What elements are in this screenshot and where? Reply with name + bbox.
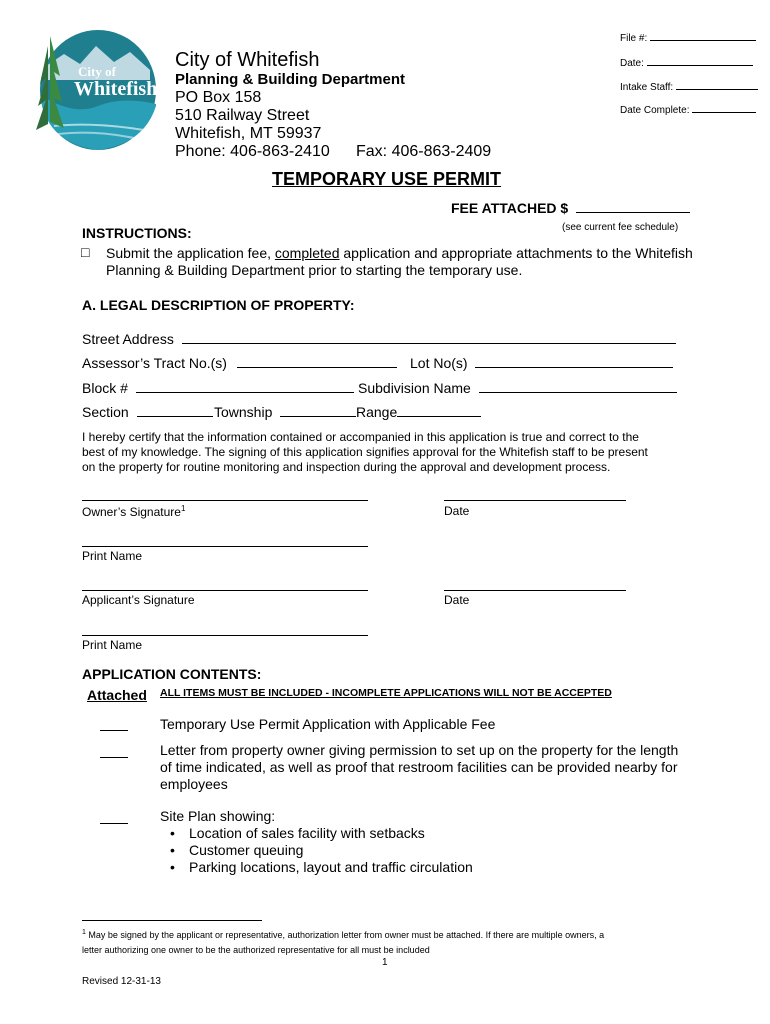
list-item: Customer queuing — [189, 842, 304, 858]
certify-line-2: best of my knowledge. The signing of this application signifies approval for the Whitefish staff to be present — [82, 445, 648, 459]
bullet-marker: • — [170, 859, 175, 875]
owner-date-label: Date — [444, 504, 470, 518]
owner-print-name-label: Print Name — [82, 549, 143, 563]
date-complete-label: Date Complete: — [620, 105, 690, 116]
street-address-label: Street Address — [82, 331, 174, 347]
applicant-print-name-label: Print Name — [82, 638, 143, 652]
subdivision-field[interactable] — [358, 380, 677, 396]
fee-attached-label: FEE ATTACHED $ — [451, 200, 569, 216]
item3-checkline[interactable] — [100, 823, 128, 824]
logo-text-whitefish: Whitefish — [74, 78, 158, 100]
date-field[interactable] — [620, 58, 753, 69]
item1-text: Temporary Use Permit Application with Applicable Fee — [160, 716, 496, 732]
street-address: 510 Railway Street — [175, 107, 310, 124]
subdivision-label: Subdivision Name — [358, 380, 471, 396]
owner-signature-label — [82, 504, 185, 519]
assessor-tract-field[interactable] — [82, 355, 397, 371]
instructions-text-underlined: completed — [274, 245, 340, 261]
list-item: Location of sales facility with setbacks — [189, 825, 425, 841]
instructions-text-post: application and appropriate attachments to the Whitefish — [339, 245, 693, 261]
footnote-number: 1 — [82, 929, 86, 936]
block-field[interactable] — [82, 380, 354, 396]
applicant-signature-label: Applicant’s Signature — [82, 593, 195, 607]
footnote-line-1 — [82, 929, 604, 940]
logo-text-city-of: City of — [78, 64, 116, 79]
instructions-text-pre: Submit the application fee, — [106, 245, 275, 261]
section-a-heading: A. LEGAL DESCRIPTION OF PROPERTY: — [82, 297, 355, 313]
item2-checkline[interactable] — [100, 757, 128, 758]
assessor-tract-label: Assessor’s Tract No.(s) — [82, 355, 227, 371]
bullet-marker: • — [170, 842, 175, 858]
contents-warning: ALL ITEMS MUST BE INCLUDED - INCOMPLETE APPLICATIONS WILL NOT BE ACCEPTED — [160, 687, 612, 699]
phone-number: Phone: 406-863-2410 — [175, 143, 330, 160]
street-address-field[interactable] — [82, 331, 676, 347]
owner-signature-text: Owner’s Signature — [82, 505, 181, 519]
certify-line-1: I hereby certify that the information contained or accompanied in this application is true and correct to the — [82, 430, 639, 444]
instructions-checkbox[interactable]: □ — [81, 244, 90, 260]
po-box: PO Box 158 — [175, 89, 262, 106]
instructions-line-1 — [106, 245, 693, 261]
owner-print-name-line[interactable] — [82, 546, 368, 547]
bullet-marker: • — [170, 825, 175, 841]
item2-text-line-3: employees — [160, 776, 228, 792]
instructions-heading: INSTRUCTIONS: — [82, 225, 192, 241]
range-field[interactable] — [356, 404, 481, 420]
intake-staff-field[interactable] — [620, 82, 758, 93]
lot-label: Lot No(s) — [410, 355, 468, 371]
application-contents-heading: APPLICATION CONTENTS: — [82, 666, 262, 682]
footnote-text-1: May be signed by the applicant or representative, authorization letter from owner must be attached. If there are multiple owners, a — [85, 930, 605, 940]
block-label: Block # — [82, 380, 128, 396]
list-item: Parking locations, layout and traffic circulation — [189, 859, 473, 875]
file-number-label: File #: — [620, 33, 648, 44]
date-label: Date: — [620, 58, 644, 69]
attached-column-heading: Attached — [87, 687, 147, 703]
lot-field[interactable] — [410, 355, 673, 371]
section-field[interactable] — [82, 404, 213, 420]
item2-text-line-1: Letter from property owner giving permission to set up on the property for the length — [160, 742, 679, 758]
fax-number: Fax: 406-863-2409 — [356, 143, 492, 160]
applicant-signature-line[interactable] — [82, 590, 368, 591]
range-label: Range — [356, 404, 398, 420]
revised-date: Revised 12-31-13 — [82, 976, 161, 987]
item3-text: Site Plan showing: — [160, 808, 276, 824]
item1-checkline[interactable] — [100, 730, 128, 731]
owner-signature-line[interactable] — [82, 500, 368, 501]
footnote-reference: 1 — [180, 504, 186, 513]
owner-date-line[interactable] — [444, 500, 626, 501]
footnote-line-2: letter authorizing one owner to be the authorized representative for all must be included — [82, 945, 430, 955]
intake-staff-label: Intake Staff: — [620, 82, 674, 93]
section-label: Section — [82, 404, 129, 420]
item2-text-line-2: of time indicated, as well as proof that restroom facilities can be provided nearby for — [160, 759, 678, 775]
date-complete-field[interactable] — [620, 105, 756, 116]
page-title: TEMPORARY USE PERMIT — [272, 169, 502, 189]
township-label: Township — [214, 404, 273, 420]
township-field[interactable] — [214, 404, 356, 420]
file-number-field[interactable] — [620, 33, 756, 44]
fee-note: (see current fee schedule) — [562, 222, 679, 233]
applicant-print-name-line[interactable] — [82, 635, 368, 636]
footnote-divider — [82, 920, 262, 921]
city-logo — [34, 26, 158, 154]
certify-line-3: on the property for routine monitoring and inspection during the approval and development process. — [82, 460, 611, 474]
city-name: City of Whitefish — [175, 49, 320, 71]
city-state-zip: Whitefish, MT 59937 — [175, 125, 322, 142]
page-number: 1 — [382, 957, 388, 968]
department-name: Planning & Building Department — [175, 71, 406, 88]
applicant-date-label: Date — [444, 593, 470, 607]
instructions-line-2: Planning & Building Department prior to starting the temporary use. — [106, 262, 523, 278]
fee-attached-field[interactable] — [451, 200, 690, 216]
applicant-date-line[interactable] — [444, 590, 626, 591]
